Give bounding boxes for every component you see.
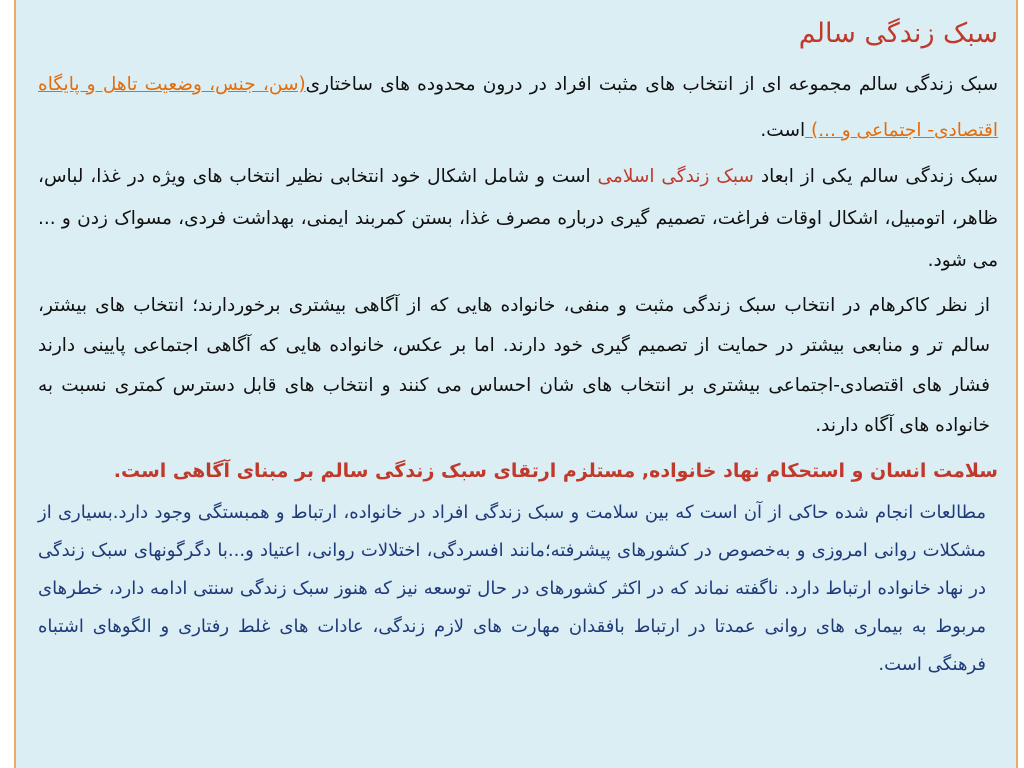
slide-content: [38, 10, 998, 684]
paragraph-definition: [38, 62, 998, 154]
paragraph-cockerham: از نظر کاکرهام در انتخاب سبک زندگی مثبت و منفی، خانواده هایی که از آگاهی بیشتری برخوردارند؛ انتخاب های بیشتر، سالم تر و منابعی بیشتر در حمایت از تصمیم گیری خود دارند. اما بر عکس، خانواده هایی که آگاهی اجتماعی پایینی دارند فشار های اقتصادی-اجتماعی بیشتری بر انتخاب های شان احساس می کنند و انتخاب های قابل دسترس کمتری نسبت به خانواده های آگاه دارند.: [38, 295, 990, 436]
paragraph-studies: مطالعات انجام شده حاکی از آن است که بین سلامت و سبک زندگی افراد در خانواده، ارتباط و همبستگی وجود دارد.بسیاری از مشکلات روانی امروزی و به‌خصوص در کشورهای پیشرفته؛مانند افسردگی، اختلالات روانی، اعتیاد و...با دگرگونهای سبک زندگی در نهاد خانواده ارتباط دارد. ناگفته نماند که در اکثر کشورهای در حال توسعه نیز که هنوز سبک زندگی سنتی ادامه دارد، خطرهای مربوط به بیماری های روانی عمدتا در ارتباط بافقدان مهارت های لازم زندگی، عادات های غلط رفتاری و الگوهای اشتباه فرهنگی است.: [38, 502, 986, 675]
structural-factors-link[interactable]: (سن، جنس، وضعیت تاهل و پایگاه اقتصادی- اجتماعی و ...): [38, 74, 998, 141]
paragraph-islamic-lifestyle: [38, 156, 998, 282]
slide: [14, 0, 1018, 768]
paragraph-definition-end: است.: [760, 120, 806, 141]
islamic-lifestyle-highlight: سبک زندگی اسلامی: [597, 166, 754, 187]
paragraph-definition-text: سبک زندگی سالم مجموعه ای از انتخاب های مثبت افراد در درون محدوده های ساختاری: [305, 74, 998, 95]
slide-title: سبک زندگی سالم: [798, 18, 998, 49]
paragraph-islamic-text-end: است و شامل اشکال خود انتخابی نظیر انتخاب های ویژه در غذا، لباس، ظاهر، اتومبیل، اشکال اوقات فراغت، تصمیم گیری درباره مصرف غذا، بستن کمربند ایمنی، بهداشت فردی، مسواک زدن و ... می شود.: [38, 166, 998, 271]
headline-statement: سلامت انسان و استحکام نهاد خانواده, مستلزم ارتقای سبک زندگی سالم بر مبنای آگاهی است.: [113, 460, 998, 482]
paragraph-islamic-text-start: سبک زندگی سالم یکی از ابعاد: [753, 166, 998, 187]
